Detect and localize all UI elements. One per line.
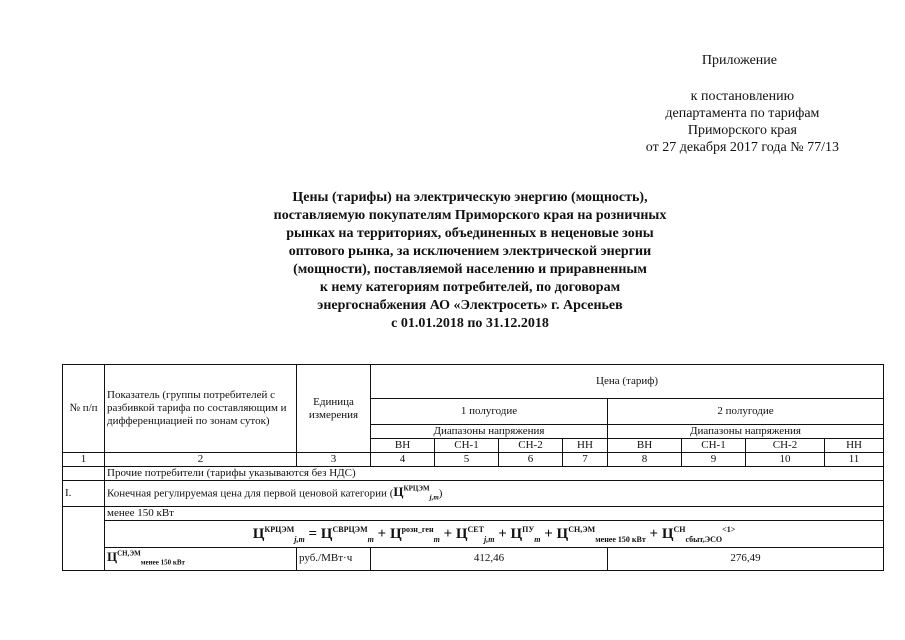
index-cell: 6 [499,453,563,467]
index-cell: 11 [825,453,884,467]
component-symbol: $Ц^{СН,ЭМ}_{менее 150 кВт}$ [105,548,297,571]
section-heading: Прочие потребители (тарифы указываются без НДС) [105,467,884,481]
appendix-line: к постановлению [690,89,795,104]
price-half-2: 276,49 [608,548,884,571]
voltage-cell: СН-2 [746,439,825,453]
header-half-1: 1 полугодие [371,399,608,425]
empty-cell [63,507,105,571]
price-symbol: $Ц^{КРЦЭМ}_{j,m}$ [393,483,439,502]
index-cell: 8 [608,453,682,467]
appendix-line: от 27 декабря 2017 года № 77/13 [645,140,839,155]
title-line: с 01.01.2018 по 31.12.2018 [391,316,549,331]
price-half-1: 412,46 [371,548,608,571]
title-line: (мощности), поставляемой населению и приравненным [293,262,647,277]
appendix-line: департамента по тарифам [665,106,820,121]
document-title [230,189,710,333]
title-line: рынках на территориях, объединенных в неценовые зоны [286,226,654,241]
voltage-cell: СН-2 [499,439,563,453]
voltage-cell: СН-1 [435,439,499,453]
tariff-table [62,364,884,571]
header-ranges-1: Диапазоны напряжения [371,425,608,439]
empty-cell [63,467,105,481]
index-cell: 1 [63,453,105,467]
index-cell: 7 [563,453,608,467]
title-line: Цены (тарифы) на электрическую энергию (мощность), [292,190,648,205]
index-cell: 4 [371,453,435,467]
row-1-close: ) [438,486,443,499]
title-line: к нему категориям потребителей, по договорам [319,280,621,295]
title-line: энергоснабжения АО «Электросеть» г. Арсеньев [317,298,623,313]
price-formula: $Ц^{КРЦЭМ}_{j,m} = Ц^{СВРЦЭМ}_m + Ц^{розн\_ген}_m + Ц^{СЕТ}_{j,m} + Ц^{ПУ}_m + Ц^{СН,ЭМ}_{менее 150 кВт} + Ц^{СН}_{сбыт,ЭСО}^{<1>}$ [105,521,884,548]
voltage-cell: НН [825,439,884,453]
appendix-title: Приложение [701,53,777,68]
index-cell: 5 [435,453,499,467]
appendix-line: Приморского края [687,123,797,138]
row-1-label [105,481,884,507]
unit-cell: руб./МВт·ч [297,548,371,571]
header-number: № п/п [63,365,105,453]
index-cell: 2 [105,453,297,467]
voltage-cell: НН [563,439,608,453]
formula-note: <1> [722,524,736,534]
voltage-cell: СН-1 [682,439,746,453]
appendix-reference [646,88,839,156]
sub-label: менее 150 кВт [105,507,884,521]
index-cell: 10 [746,453,825,467]
index-cell: 3 [297,453,371,467]
title-line: поставляемую покупателям Приморского края на розничных [273,208,667,223]
header-indicator: Показатель (группы потребителей с разбивкой тарифа по составляющим и дифференциацией по зонам суток) [105,365,297,453]
header-ranges-2: Диапазоны напряжения [608,425,884,439]
row-1-text: Конечная регулируемая цена для первой ценовой категории ( [107,486,394,499]
header-price: Цена (тариф) [371,365,884,399]
index-cell: 9 [682,453,746,467]
title-line: оптового рынка, за исключением электрической энергии [288,244,652,259]
voltage-cell: ВН [371,439,435,453]
header-unit: Единица измерения [297,365,371,453]
voltage-cell: ВН [608,439,682,453]
header-half-2: 2 полугодие [608,399,884,425]
row-number: I. [63,481,105,507]
